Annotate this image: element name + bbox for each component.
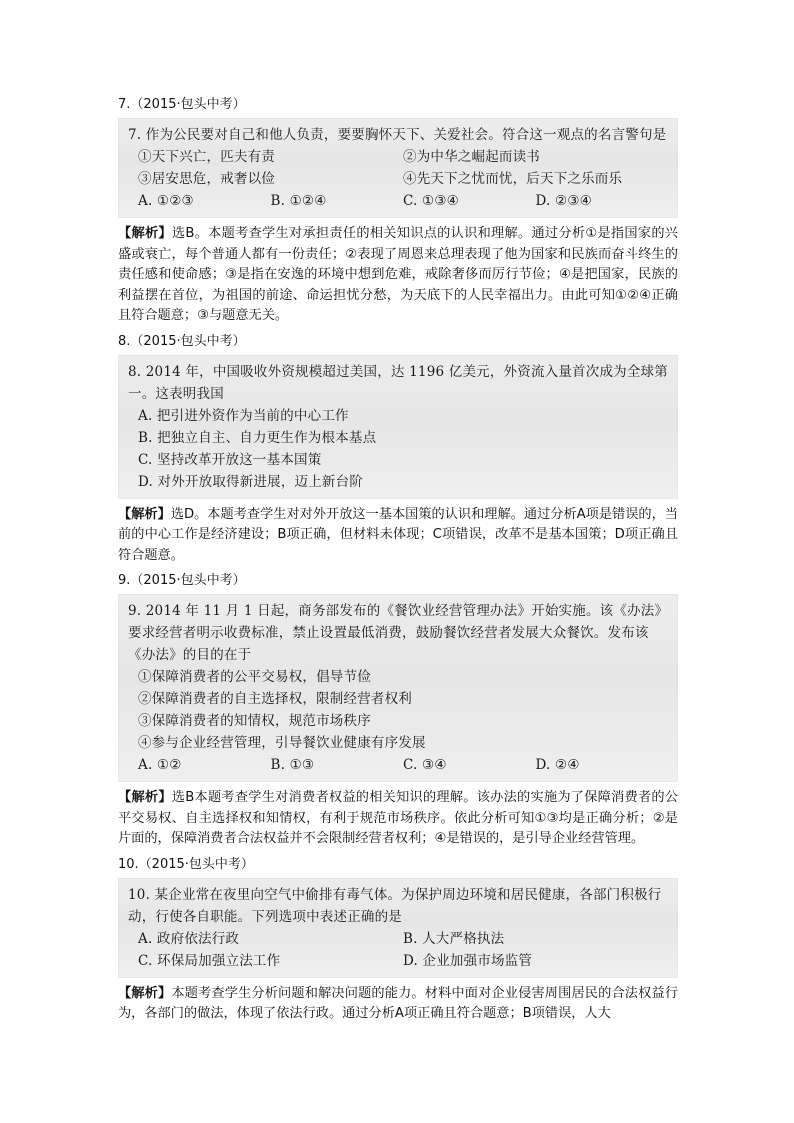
question-9-stem: 9. 2014 年 11 月 1 日起，商务部发布的《餐饮业经营管理办法》开始实施。该《办法》要求经营者明示收费标准，禁止设置最低消费，鼓励餐饮经营者发展大众餐饮。发布该《办法》的目的在于 (128, 603, 662, 663)
question-10-stem: 10. 某企业常在夜里向空气中偷排有毒气体。为保护周边环境和居民健康，各部门积极行动，行使各自职能。下列选项中表述正确的是 (128, 886, 662, 925)
question-8-header: 8.（2015·包头中考） (118, 333, 246, 349)
choice-b: B. ①③ (270, 757, 315, 773)
question-9-option: ①保障消费者的公平交易权，倡导节俭 (138, 669, 371, 685)
question-7-option-row (128, 146, 668, 168)
document-page (118, 90, 678, 1027)
question-9-option: ④参与企业经营管理，引导餐饮业健康有序发展 (138, 735, 426, 751)
question-10-option: A. 政府依法行政 (138, 930, 240, 947)
question-8-stem: 8. 2014 年，中国吸收外资规模超过美国，达 1196 亿美元，外资流入量首次成为全球第一。这表明我国 (128, 363, 668, 402)
choice-b: B. ①②④ (270, 193, 327, 209)
question-9-option: ②保障消费者的自主选择权，限制经营者权利 (138, 691, 412, 707)
question-7-option: ②为中华之崛起而读书 (403, 149, 540, 165)
question-10-header: 10.（2015·包头中考） (118, 856, 254, 872)
analysis-tag: 【解析】 (118, 506, 171, 522)
analysis-tag: 【解析】 (118, 790, 172, 805)
question-7-stem: 7. 作为公民要对自己和他人负责，要要胸怀天下、关爱社会。符合这一观点的名言警句是 (128, 127, 667, 143)
question-8-option: B. 把独立自主、自力更生作为根本基点 (138, 429, 377, 446)
question-9-header: 9.（2015·包头中考） (118, 573, 246, 588)
question-10-option: D. 企业加强市场监管 (403, 952, 533, 969)
question-7-option: ④先天下之忧而忧，后天下之乐而乐 (403, 171, 623, 187)
question-9-analysis (118, 788, 678, 850)
question-7-scan (118, 118, 678, 218)
question-7-header: 7.（2015·包头中考） (118, 97, 246, 112)
question-8-option: D. 对外开放取得新进展，迈上新台阶 (138, 473, 364, 490)
analysis-text: 选B。本题考查学生对承担责任的相关知识点的认识和理解。通过分析①是指国家的兴盛或衰亡，每个普通人都有一份责任；②表现了周恩来总理表现了他为国家和民族而奋斗终生的责任感和使命感；③是指在安逸的环境中想到危难，戒除奢侈而厉行节俭；④是把国家，民族的利益摆在首位，为祖国的前途、命运担忧分愁，为天底下的人民幸福出力。由此可知①②④正确且符合题意；③与题意无关。 (118, 226, 678, 323)
question-7-option: ①天下兴亡，匹夫有责 (138, 149, 275, 165)
analysis-tag: 【解析】 (118, 226, 172, 241)
choice-c: C. ①③④ (403, 193, 459, 209)
choice-a: A. ①②③ (138, 193, 194, 209)
question-8-scan (118, 355, 678, 499)
choice-d: D. ②④ (535, 757, 580, 773)
question-10-option: B. 人大严格执法 (403, 930, 505, 947)
analysis-text: 本题考查学生分析问题和解决问题的能力。材料中面对企业侵害周围居民的合法权益行为，各部门的做法，体现了依法行政。通过分析A项正确且符合题意；B项错误，人大 (118, 985, 679, 1021)
question-10-option-row (128, 950, 668, 972)
question-7-analysis (118, 224, 678, 327)
question-8-option: C. 坚持改革开放这一基本国策 (138, 451, 322, 468)
analysis-text: 选D。本题考查学生对对外开放这一基本国策的认识和理解。通过分析A项是错误的，当前的中心工作是经济建设；B项正确，但材料未体现；C项错误，改革不是基本国策；D项正确且符合题意。 (118, 506, 678, 563)
question-9-option: ③保障消费者的知情权，规范市场秩序 (138, 713, 371, 729)
choice-d: D. ②③④ (535, 193, 592, 209)
analysis-tag: 【解析】 (118, 985, 172, 1001)
question-7-option-row (128, 168, 668, 190)
choice-c: C. ③④ (403, 757, 447, 773)
question-7-option: ③居安思危，戒奢以俭 (138, 171, 275, 187)
question-8-option: A. 把引进外资作为当前的中心工作 (138, 407, 349, 424)
question-8-analysis (118, 505, 678, 567)
question-9-choices (128, 754, 668, 776)
question-10-analysis (118, 984, 678, 1025)
choice-a: A. ①② (138, 757, 182, 773)
question-9-scan (118, 594, 678, 782)
question-10-option: C. 环保局加强立法工作 (138, 952, 281, 969)
question-10-option-row (128, 928, 668, 950)
question-10-scan (118, 878, 678, 978)
analysis-text: 选B本题考查学生对消费者权益的相关知识的理解。该办法的实施为了保障消费者的公平交易权、自主选择权和知情权，有利于规范市场秩序。依此分析可知①③均是正确分析；②是片面的，保障消费者合法权益并不会限制经营者权利；④是错误的，是引导企业经营管理。 (118, 790, 679, 846)
question-7-choices (128, 190, 668, 212)
